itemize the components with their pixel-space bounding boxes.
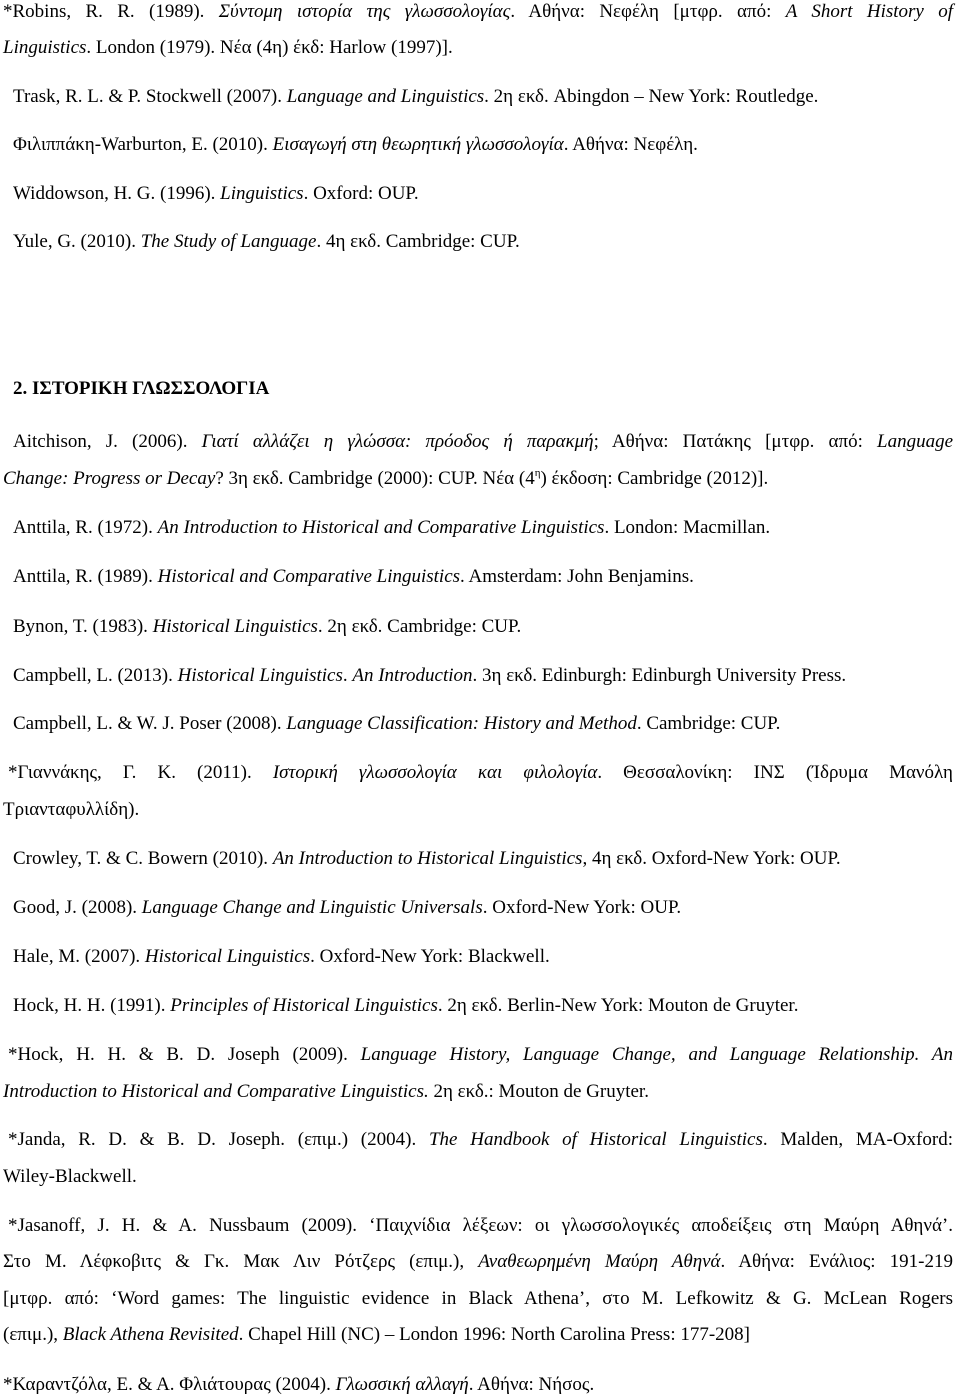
ref-title: An Introduction to Historical Linguistics — [272, 848, 583, 869]
ref-widdowson — [13, 184, 419, 203]
ref-jasanoff-line-3 — [3, 1289, 953, 1308]
ordinal-superscript: η — [534, 467, 541, 479]
ref-publisher: Wiley-Blackwell. — [3, 1166, 137, 1187]
ref-aitchison-line-1 — [13, 432, 953, 451]
ref-publisher: . Αθήνα: Νεφέλη [μτφρ. από: — [510, 1, 786, 22]
ref-title: Historical Linguistics — [144, 946, 311, 967]
ref-author: Φιλιππάκη-Warburton, E. (2010). — [13, 134, 273, 155]
ref-author: Bynon, T. (1983). — [13, 616, 153, 637]
ref-editors: (επιμ.), — [3, 1324, 63, 1345]
ref-anttila-1989 — [13, 567, 694, 586]
ref-robins-line-2 — [3, 38, 453, 57]
ref-filippaki — [13, 135, 698, 154]
ref-title: Introduction to Historical and Comparative Linguistics. — [3, 1081, 429, 1102]
ref-yule — [13, 232, 520, 251]
ref-jasanoff-line-4 — [3, 1325, 750, 1344]
ref-anttila-1972 — [13, 518, 770, 537]
ref-author: Campbell, L. & W. J. Poser (2008). — [13, 713, 287, 734]
ref-aitchison-line-2 — [3, 469, 768, 488]
ref-separator: . — [342, 665, 353, 686]
ref-title: Principles of Historical Linguistics — [170, 995, 438, 1016]
ref-author: *Janda, R. D. & B. D. Joseph. (επιμ.) (2004). — [8, 1129, 429, 1150]
ref-hock-1991 — [13, 996, 798, 1015]
ref-campbell-2013 — [13, 666, 846, 685]
ref-book-title: Αναθεωρημένη Μαύρη Αθηνά — [478, 1251, 721, 1272]
ref-original-title: Language — [877, 431, 954, 452]
ref-publisher: , 4η εκδ. Oxford-New York: OUP. — [582, 848, 841, 869]
ref-author: Aitchison, J. (2006). — [13, 431, 202, 452]
ref-karantzola — [3, 1375, 594, 1394]
ref-title: Historical and Comparative Linguistics — [157, 566, 461, 587]
ref-publisher: ? 3η εκδ. Cambridge (2000): CUP. Νέα (4 — [215, 468, 535, 489]
ref-trask — [13, 87, 818, 106]
ref-title: Language Classification: History and Method — [286, 713, 637, 734]
ref-publisher: . Oxford-New York: OUP. — [482, 897, 682, 918]
ref-hock-2009-line-2 — [3, 1082, 649, 1101]
ref-original-title: Linguistics — [3, 37, 87, 58]
ref-publisher: . Αθήνα: Νήσος. — [468, 1374, 595, 1395]
ref-publisher: 2η εκδ.: Mouton de Gruyter. — [428, 1081, 649, 1102]
ref-title: The Handbook of Historical Linguistics — [428, 1129, 763, 1150]
ref-publisher: ; Αθήνα: Πατάκης [μτφρ. από: — [593, 431, 878, 452]
ref-title: Language Change and Linguistic Universals — [141, 897, 483, 918]
ref-giannakis-line-2 — [3, 800, 139, 819]
ref-title: Γιατί αλλάζει η γλώσσα: πρόοδος ή παρακμή — [201, 431, 594, 452]
ref-author: *Καραντζόλα, Ε. & Α. Φλιάτουρας (2004). — [3, 1374, 336, 1395]
ref-publisher: Τριανταφυλλίδη). — [3, 799, 140, 820]
ref-original-title: Black Athena Revisited — [62, 1324, 239, 1345]
ref-title: Γλωσσική αλλαγή — [335, 1374, 469, 1395]
ref-publisher: . London: Macmillan. — [604, 517, 771, 538]
ref-title: Linguistics — [220, 183, 304, 204]
ref-editors: Στο Μ. Λέφκοβιτς & Γκ. Μακ Λιν Ρότζερς (επιμ.), — [3, 1251, 479, 1272]
ref-publisher: . Chapel Hill (NC) – London 1996: North Carolina Press: 177-208] — [238, 1324, 751, 1345]
ref-publisher: . 4η εκδ. Cambridge: CUP. — [316, 231, 520, 252]
ref-title: Historical Linguistics — [152, 616, 318, 637]
ref-robins-line-1 — [3, 2, 953, 21]
ref-author: Trask, R. L. & P. Stockwell (2007). — [13, 86, 287, 107]
ref-author: *Hock, H. H. & B. D. Joseph (2009). — [8, 1044, 361, 1065]
ref-bynon — [13, 617, 521, 636]
ref-title: An Introduction to Historical and Comparative Linguistics — [157, 517, 605, 538]
ref-author: *Robins, R. R. (1989). — [3, 1, 219, 22]
ref-original-title: A Short History of — [785, 1, 953, 22]
ref-author: Widdowson, H. G. (1996). — [13, 183, 221, 204]
ref-good — [13, 898, 681, 917]
ref-jasanoff-line-2 — [3, 1252, 953, 1271]
ref-title: Language and Linguistics — [286, 86, 485, 107]
ref-publisher: . 2η εκδ. Abingdon – New York: Routledge. — [484, 86, 819, 107]
ref-author: Anttila, R. (1972). — [13, 517, 158, 538]
ref-publisher: . Cambridge: CUP. — [636, 713, 781, 734]
ref-author: *Γιαννάκης, Γ. Κ. (2011). — [8, 762, 273, 783]
ref-hale — [13, 947, 550, 966]
ref-author: Hale, M. (2007). — [13, 946, 145, 967]
ref-giannakis-line-1 — [8, 763, 953, 782]
ref-title: Σύντομη ιστορία της γλωσσολογίας — [218, 1, 511, 22]
ref-publisher: . Θεσσαλονίκη: ΙΝΣ (Ίδρυμα Μανόλη — [597, 762, 953, 783]
ref-publisher: . Oxford-New York: Blackwell. — [310, 946, 550, 967]
ref-publisher: . 2η εκδ. Berlin-New York: Mouton de Gruyter. — [437, 995, 799, 1016]
ref-publisher: ) έκδοση: Cambridge (2012)]. — [540, 468, 769, 489]
ref-author: Anttila, R. (1989). — [13, 566, 158, 587]
ref-original-title: Change: Progress or Decay — [3, 468, 216, 489]
ref-author: Yule, G. (2010). — [13, 231, 141, 252]
ref-original: [μτφρ. από: ‘Word games: The linguistic evidence in Black Athena’, στο M. Lefkowitz & G. McLean Rogers — [3, 1288, 953, 1309]
ref-title: Ιστορική γλωσσολογία και φιλολογία — [272, 762, 598, 783]
ref-publisher: . London (1979). Νέα (4η) έκδ: Harlow (1997)]. — [86, 37, 453, 58]
ref-janda-line-2 — [3, 1167, 137, 1186]
ref-janda-line-1 — [8, 1130, 953, 1149]
section-heading — [13, 379, 269, 398]
ref-author: Hock, H. H. (1991). — [13, 995, 171, 1016]
ref-publisher: . Oxford: OUP. — [303, 183, 419, 204]
ref-publisher: . 3η εκδ. Edinburgh: Edinburgh University Press. — [472, 665, 847, 686]
ref-publisher: . Αθήνα: Ενάλιος: 191-219 — [720, 1251, 953, 1272]
ref-publisher: . Αθήνα: Νεφέλη. — [563, 134, 698, 155]
ref-subtitle: An Introduction — [352, 665, 473, 686]
ref-author: Campbell, L. (2013). — [13, 665, 178, 686]
ref-campbell-2008 — [13, 714, 780, 733]
ref-author-title: *Jasanoff, J. H. & A. Nussbaum (2009). ‘Παιχνίδια λέξεων: οι γλωσσολογικές αποδείξεις στη Μαύρη Αθηνά’. — [8, 1215, 953, 1236]
ref-title: Language History, Language Change, and Language Relationship. An — [360, 1044, 953, 1065]
ref-publisher: . Malden, MA-Oxford: — [762, 1129, 953, 1150]
ref-publisher: . 2η εκδ. Cambridge: CUP. — [317, 616, 522, 637]
ref-author: Good, J. (2008). — [13, 897, 142, 918]
ref-publisher: . Amsterdam: John Benjamins. — [460, 566, 694, 587]
ref-jasanoff-line-1 — [8, 1216, 953, 1235]
ref-title: Historical Linguistics — [177, 665, 343, 686]
ref-title: Εισαγωγή στη θεωρητική γλωσσολογία — [272, 134, 564, 155]
section-heading-text: 2. ΙΣΤΟΡΙΚΗ ΓΛΩΣΣΟΛΟΓΙΑ — [13, 378, 270, 399]
ref-author: Crowley, T. & C. Bowern (2010). — [13, 848, 273, 869]
ref-crowley — [13, 849, 841, 868]
ref-title: The Study of Language — [140, 231, 317, 252]
ref-hock-2009-line-1 — [8, 1045, 953, 1064]
